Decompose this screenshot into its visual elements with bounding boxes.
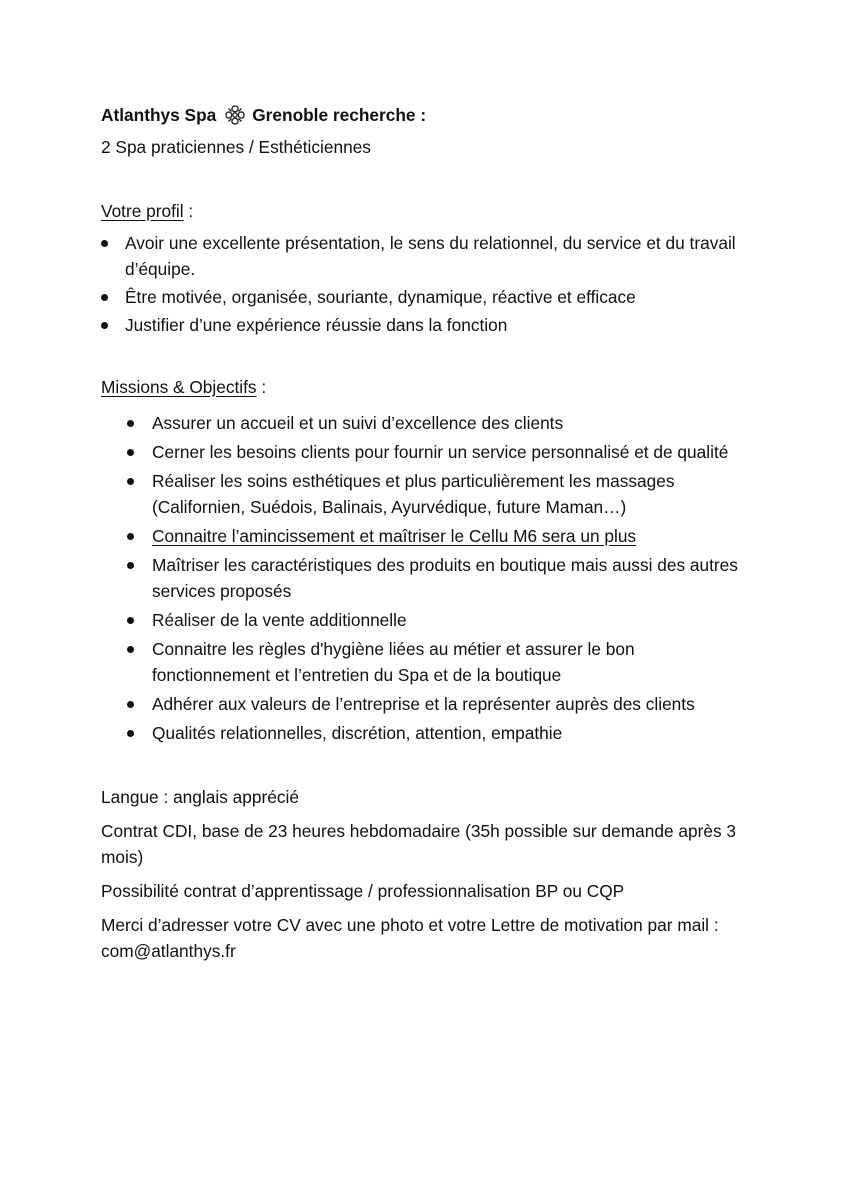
job-subtitle: 2 Spa praticiennes / Esthéticiennes xyxy=(101,137,371,157)
apprenticeship-details: Possibilité contrat d’apprentissage / professionnalisation BP ou CQP xyxy=(101,881,625,901)
bullet-icon xyxy=(127,617,134,624)
list-item: Justifier d’une expérience réussie dans la fonction xyxy=(101,312,741,338)
list-item: Réaliser de la vente additionnelle xyxy=(127,607,741,633)
list-item: Qualités relationnelles, discrétion, attention, empathie xyxy=(127,720,741,746)
bullet-icon xyxy=(127,562,134,569)
profile-heading-label: Votre profil xyxy=(101,201,184,221)
company-name: Atlanthys Spa xyxy=(101,105,217,125)
page-title xyxy=(101,100,741,130)
job-posting xyxy=(101,100,741,964)
bullet-icon xyxy=(127,533,134,540)
bullet-icon xyxy=(127,730,134,737)
title-city-action: Grenoble recherche : xyxy=(252,105,427,125)
list-item: Réaliser les soins esthétiques et plus particulièrement les massages (Californien, Suédois, Balinais, Ayurvédique, future Maman…) xyxy=(127,468,741,520)
bullet-icon xyxy=(101,240,108,247)
bullet-icon xyxy=(127,478,134,485)
language-requirement: Langue : anglais apprécié xyxy=(101,787,299,807)
list-item: Maîtriser les caractéristiques des produits en boutique mais aussi des autres services proposés xyxy=(127,552,741,604)
flower-icon xyxy=(224,104,246,126)
bullet-icon xyxy=(101,322,108,329)
bullet-icon xyxy=(127,646,134,653)
profile-heading-suffix: : xyxy=(183,201,194,221)
bullet-icon xyxy=(127,420,134,427)
bullet-icon xyxy=(127,449,134,456)
bullet-icon xyxy=(127,701,134,708)
missions-heading xyxy=(101,374,741,402)
profile-list xyxy=(101,230,741,338)
list-item: Assurer un accueil et un suivi d’excellence des clients xyxy=(127,410,741,436)
missions-list xyxy=(127,410,741,746)
missions-heading-suffix: : xyxy=(256,377,267,397)
list-item: Connaitre l’amincissement et maîtriser le Cellu M6 sera un plus xyxy=(127,523,741,549)
bullet-icon xyxy=(101,294,108,301)
list-item: Connaitre les règles d'hygiène liées au métier et assurer le bon fonctionnement et l’entretien du Spa et de la boutique xyxy=(127,636,741,688)
missions-heading-label: Missions & Objectifs xyxy=(101,377,257,397)
list-item: Avoir une excellente présentation, le sens du relationnel, du service et du travail d’équipe. xyxy=(101,230,741,282)
list-item: Adhérer aux valeurs de l’entreprise et la représenter auprès des clients xyxy=(127,691,741,717)
list-item: Cerner les besoins clients pour fournir un service personnalisé et de qualité xyxy=(127,439,741,465)
list-item: Être motivée, organisée, souriante, dynamique, réactive et efficace xyxy=(101,284,741,310)
application-instructions: Merci d’adresser votre CV avec une photo et votre Lettre de motivation par mail : com@atlanthys.fr xyxy=(101,915,719,961)
contract-details: Contrat CDI, base de 23 heures hebdomadaire (35h possible sur demande après 3 mois) xyxy=(101,821,736,867)
profile-heading xyxy=(101,198,741,226)
